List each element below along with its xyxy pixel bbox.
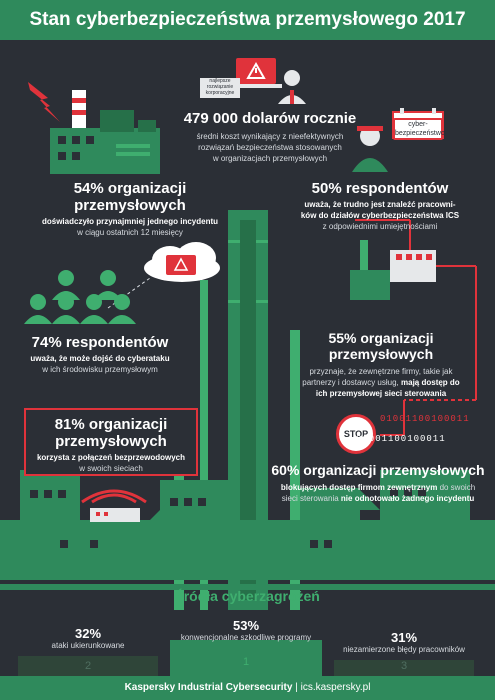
stat-incident-desc-2: w ciągu ostatnich 12 miesięcy xyxy=(77,228,183,237)
stat-wireless-desc-bold: korzysta z połączeń bezprzewodowych xyxy=(36,453,186,462)
binary-white: 01001100100011 xyxy=(356,434,446,444)
people-group-icon xyxy=(24,270,136,324)
source-errors-rank: 3 xyxy=(400,660,408,672)
stat-cost-desc-3: w organizacjach przemysłowych xyxy=(212,154,328,163)
stat-incident xyxy=(20,180,240,238)
small-factory-icon xyxy=(50,90,160,174)
page-title: Stan cyberbezpieczeństwa przemysłowego 2017 xyxy=(29,9,466,30)
sources-title: Źródła cyberzagrożeń xyxy=(175,588,320,604)
cloud-warning-icon xyxy=(144,242,220,282)
stat-cost-value: 479 000 dolarów rocznie xyxy=(183,110,357,127)
source-malware-label: konwencjonalne szkodliwe programy xyxy=(180,633,312,642)
source-errors-pct: 31% xyxy=(390,630,418,645)
source-targeted xyxy=(18,626,158,650)
stat-third-party-desc-3: ich przemysłowej sieci sterowania xyxy=(315,389,447,398)
stat-expect-attack-desc-bold: uważa, że może dojść do cyberataku xyxy=(30,354,170,363)
stat-hiring-value: 50% respondentów xyxy=(311,180,449,197)
wifi-router-icon xyxy=(82,491,146,522)
person-icon xyxy=(278,70,306,104)
lightning-icon xyxy=(28,82,60,122)
source-targeted-rank: 2 xyxy=(84,660,92,672)
source-errors xyxy=(334,630,474,654)
stat-hiring-desc-1: uważa, że trudno jest znaleźć pracowni- xyxy=(304,200,456,209)
stat-incident-desc-bold: doświadczyło przynajmniej jednego incydentu xyxy=(41,217,219,226)
stat-wireless xyxy=(24,408,198,476)
stat-blocking-desc-a: blokujących dostęp firmom zewnętrznym xyxy=(280,483,438,492)
stat-blocking xyxy=(266,462,490,504)
binary-red: 01001100100011 xyxy=(380,414,470,424)
source-malware-pct: 53% xyxy=(232,618,260,633)
source-targeted-pct: 32% xyxy=(74,626,102,641)
stat-third-party xyxy=(276,330,486,399)
stat-expect-attack-value: 74% respondentów xyxy=(31,334,169,351)
job-tag-line-2: bezpieczeństwo xyxy=(395,130,445,137)
message-line-2: rozwiązanie xyxy=(206,84,234,90)
stat-hiring xyxy=(280,180,480,232)
message-line-3: korporacyjne xyxy=(205,90,235,96)
job-tag xyxy=(393,118,443,140)
stat-third-party-value: 55% organizacji przemysłowych xyxy=(328,330,434,362)
stat-cost-desc-1: średni koszt wynikający z nieefektywnych xyxy=(196,132,344,141)
message-line-1: najlepsze xyxy=(209,78,231,84)
stat-third-party-desc-2b: mają dostęp do xyxy=(401,378,460,387)
message-box xyxy=(200,78,240,98)
source-targeted-label: ataki ukierunkowane xyxy=(51,641,125,650)
stat-incident-value: 54% organizacji przemysłowych xyxy=(73,180,187,214)
stat-expect-attack xyxy=(20,334,180,375)
stat-wireless-desc-2: w swoich sieciach xyxy=(79,464,143,473)
stat-blocking-value: 60% organizacji przemysłowych xyxy=(271,462,485,478)
stat-blocking-desc-d: nie odnotowało żadnego incydentu xyxy=(340,494,475,503)
stat-blocking-desc-c: sieci sterowania xyxy=(281,494,339,503)
stat-expect-attack-desc-2: w ich środowisku przemysłowym xyxy=(42,365,158,374)
stat-third-party-desc-1: przyznaje, że zewnętrzne firmy, takie jak xyxy=(309,367,453,376)
stop-icon: STOP xyxy=(336,414,376,454)
footer xyxy=(0,676,495,700)
footer-brand: Kaspersky Industrial Cybersecurity xyxy=(124,682,293,693)
stat-cost-desc-2: rozwiązań bezpieczeństwa stosowanych xyxy=(198,143,342,152)
stat-blocking-desc-b: do swoich xyxy=(439,483,476,492)
footer-url[interactable]: ics.kaspersky.pl xyxy=(300,682,371,693)
source-malware xyxy=(170,618,322,642)
stat-hiring-desc-3: z odpowiednimi umiejętnościami xyxy=(322,222,438,231)
stat-hiring-desc-2: ków do działów cyberbezpieczeństwa ICS xyxy=(300,211,460,220)
stat-cost xyxy=(160,110,380,164)
source-malware-rank: 1 xyxy=(242,656,250,668)
source-errors-label: niezamierzone błędy pracowników xyxy=(343,645,465,654)
stat-wireless-value-2: przemysłowych xyxy=(55,433,167,450)
stat-third-party-desc-2a: partnerzy i dostawcy usług, xyxy=(302,378,399,387)
stat-wireless-value-1: 81% organizacji xyxy=(54,416,168,433)
job-tag-line-1: cyber- xyxy=(408,121,428,128)
footer-separator: | xyxy=(295,682,298,693)
